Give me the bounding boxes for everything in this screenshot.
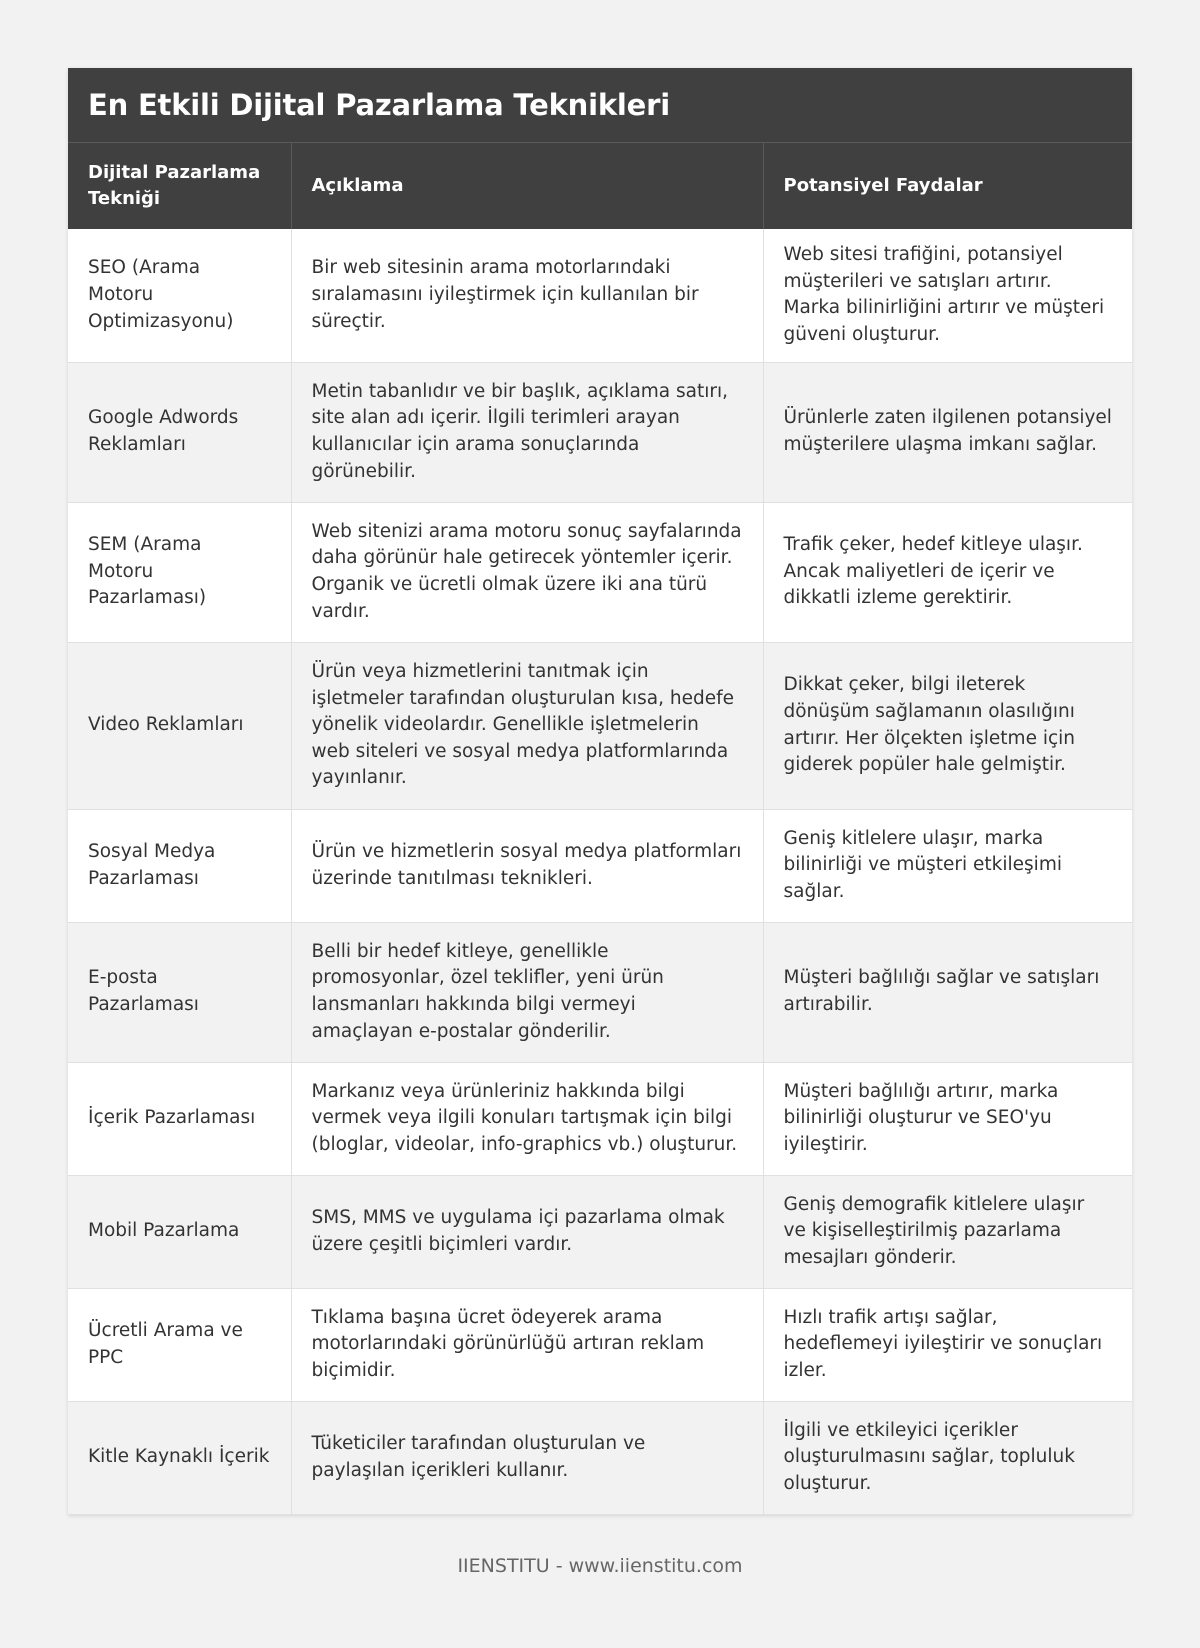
cell-description: Ürün ve hizmetlerin sosyal medya platformları üzerinde tanıtılması teknikleri. bbox=[291, 809, 763, 922]
cell-technique: Google Adwords Reklamları bbox=[68, 362, 291, 502]
cell-benefits: Müşteri bağlılığı artırır, marka bilinirliği oluşturur ve SEO'yu iyileştirir. bbox=[763, 1062, 1132, 1175]
column-header-technique: Dijital Pazarlama Tekniği bbox=[68, 143, 291, 229]
cell-technique: SEO (Arama Motoru Optimizasyonu) bbox=[68, 229, 291, 362]
column-header-benefits: Potansiyel Faydalar bbox=[763, 143, 1132, 229]
table-row bbox=[68, 502, 1132, 642]
cell-description: Belli bir hedef kitleye, genellikle promosyonlar, özel teklifler, yeni ürün lansmanları hakkında bilgi vermeyi amaçlayan e-postalar gönderilir. bbox=[291, 922, 763, 1062]
table-row bbox=[68, 809, 1132, 922]
cell-description: Markanız veya ürünleriniz hakkında bilgi vermek veya ilgili konuları tartışmak için bilgi (bloglar, videolar, info-graphics vb.) oluşturur. bbox=[291, 1062, 763, 1175]
cell-technique: Mobil Pazarlama bbox=[68, 1175, 291, 1288]
table-row bbox=[68, 229, 1132, 362]
table-row bbox=[68, 1288, 1132, 1401]
table-header-row bbox=[68, 143, 1132, 229]
table-row bbox=[68, 1062, 1132, 1175]
cell-benefits: Ürünlerle zaten ilgilenen potansiyel müşterilere ulaşma imkanı sağlar. bbox=[763, 362, 1132, 502]
cell-technique: Sosyal Medya Pazarlaması bbox=[68, 809, 291, 922]
cell-description: Tüketiciler tarafından oluşturulan ve paylaşılan içerikleri kullanır. bbox=[291, 1401, 763, 1514]
cell-technique: SEM (Arama Motoru Pazarlaması) bbox=[68, 502, 291, 642]
cell-description: Metin tabanlıdır ve bir başlık, açıklama satırı, site alan adı içerir. İlgili terimleri arayan kullanıcılar için arama sonuçlarında görünebilir. bbox=[291, 362, 763, 502]
title-bar bbox=[68, 68, 1132, 143]
cell-benefits: Trafik çeker, hedef kitleye ulaşır. Ancak maliyetleri de içerir ve dikkatli izleme gerektirir. bbox=[763, 502, 1132, 642]
cell-description: Bir web sitesinin arama motorlarındaki sıralamasını iyileştirmek için kullanılan bir süreçtir. bbox=[291, 229, 763, 362]
table-row bbox=[68, 1175, 1132, 1288]
cell-technique: Video Reklamları bbox=[68, 642, 291, 809]
cell-benefits: Müşteri bağlılığı sağlar ve satışları artırabilir. bbox=[763, 922, 1132, 1062]
cell-benefits: Web sitesi trafiğini, potansiyel müşterileri ve satışları artırır. Marka bilinirliğini artırır ve müşteri güveni oluşturur. bbox=[763, 229, 1132, 362]
column-header-description: Açıklama bbox=[291, 143, 763, 229]
table-card bbox=[68, 68, 1132, 1515]
table-row bbox=[68, 362, 1132, 502]
cell-benefits: Geniş demografik kitlelere ulaşır ve kişiselleştirilmiş pazarlama mesajları gönderir. bbox=[763, 1175, 1132, 1288]
cell-technique: Kitle Kaynaklı İçerik bbox=[68, 1401, 291, 1514]
table-row bbox=[68, 1401, 1132, 1514]
table-row bbox=[68, 642, 1132, 809]
cell-benefits: Geniş kitlelere ulaşır, marka bilinirliği ve müşteri etkileşimi sağlar. bbox=[763, 809, 1132, 922]
footer-credit: IIENSTITU - www.iienstitu.com bbox=[457, 1555, 743, 1577]
techniques-table bbox=[68, 143, 1132, 1515]
cell-description: Tıklama başına ücret ödeyerek arama motorlarındaki görünürlüğü artıran reklam biçimidir. bbox=[291, 1288, 763, 1401]
cell-benefits: İlgili ve etkileyici içerikler oluşturulmasını sağlar, topluluk oluşturur. bbox=[763, 1401, 1132, 1514]
page-title: En Etkili Dijital Pazarlama Teknikleri bbox=[88, 88, 670, 122]
cell-technique: E-posta Pazarlaması bbox=[68, 922, 291, 1062]
cell-description: SMS, MMS ve uygulama içi pazarlama olmak üzere çeşitli biçimleri vardır. bbox=[291, 1175, 763, 1288]
cell-description: Web sitenizi arama motoru sonuç sayfalarında daha görünür hale getirecek yöntemler içerir. Organik ve ücretli olmak üzere iki ana türü vardır. bbox=[291, 502, 763, 642]
cell-technique: İçerik Pazarlaması bbox=[68, 1062, 291, 1175]
table-row bbox=[68, 922, 1132, 1062]
cell-description: Ürün veya hizmetlerini tanıtmak için işletmeler tarafından oluşturulan kısa, hedefe yönelik videolardır. Genellikle işletmelerin web siteleri ve sosyal medya platformlarında yayınlanır. bbox=[291, 642, 763, 809]
cell-technique: Ücretli Arama ve PPC bbox=[68, 1288, 291, 1401]
cell-benefits: Dikkat çeker, bilgi ileterek dönüşüm sağlamanın olasılığını artırır. Her ölçekten işletme için giderek popüler hale gelmiştir. bbox=[763, 642, 1132, 809]
cell-benefits: Hızlı trafik artışı sağlar, hedeflemeyi iyileştirir ve sonuçları izler. bbox=[763, 1288, 1132, 1401]
